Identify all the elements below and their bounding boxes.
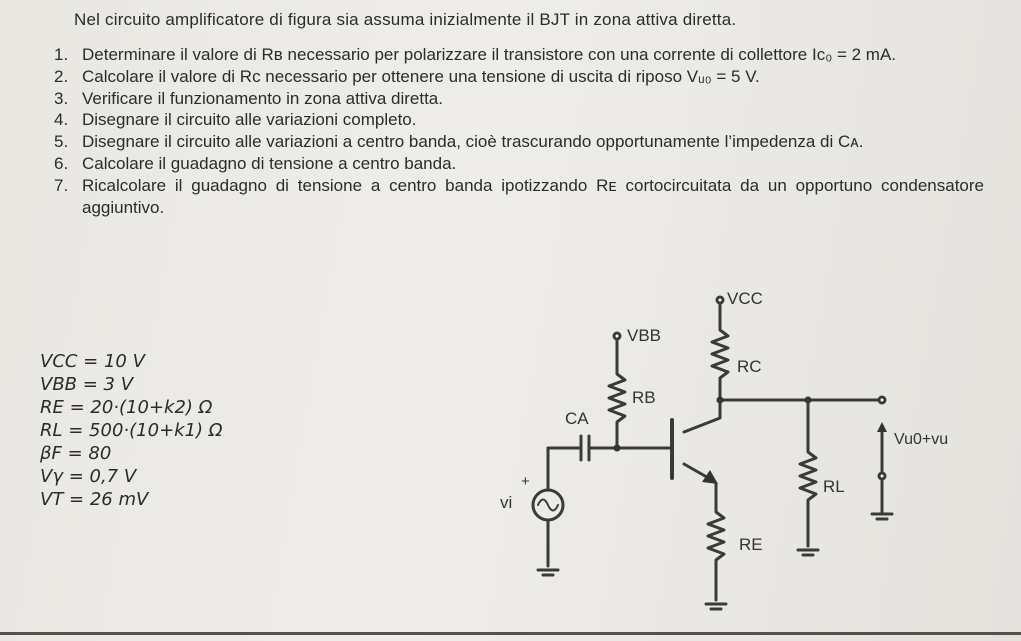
task-text: Disegnare il circuito alle variazioni completo. [82, 110, 417, 130]
rc-label: RC [737, 357, 762, 376]
param-re: RE = 20·(10+k2) Ω [40, 397, 213, 418]
task-number: 7. [54, 175, 69, 195]
task-text: Determinare il valore di Rʙ necessario per polarizzare il transistore con una corrente di collettore Iᴄ₀ = 2 mA. [82, 45, 897, 64]
source-ground [538, 570, 558, 575]
param-beta: βF = 80 [40, 443, 112, 464]
task-number: 4. [54, 110, 69, 130]
param-vt: VT = 26 mV [40, 489, 149, 510]
rc-resistor [712, 303, 728, 405]
vcc-label: VCC [727, 289, 763, 308]
rl-resistor [800, 400, 816, 546]
vout-label: Vu0+vu [894, 431, 949, 448]
task-item-2 [54, 66, 984, 88]
task-number: 6. [54, 153, 69, 173]
collector-wire [684, 400, 720, 432]
task-text: Calcolare il guadagno di tensione a centro banda. [82, 153, 457, 173]
vi-plus-label: + [521, 473, 530, 490]
problem-intro: Nel circuito amplificatore di figura sia assuma inizialmente il BJT in zona attiva diretta. [74, 10, 737, 29]
param-rl: RL = 500·(10+k1) Ω [40, 420, 223, 441]
vbb-label: VBB [627, 326, 662, 345]
task-item-4 [54, 109, 984, 131]
task-item-7 [54, 175, 984, 219]
circuit-diagram [440, 280, 980, 625]
task-number: 2. [54, 66, 69, 86]
page-bottom-edge [0, 632, 1021, 635]
task-item-1 [54, 44, 984, 66]
task-text: Calcolare il valore di Rᴄ necessario per ottenere una tensione di uscita di riposo Vᵤ₀ = 5 V. [82, 66, 760, 86]
sine-icon [538, 500, 558, 511]
task-item-5 [54, 131, 984, 153]
param-vbb: VBB = 3 V [40, 374, 134, 395]
ca-label: CA [565, 409, 589, 428]
parameter-list [40, 350, 223, 511]
rb-resistor [609, 339, 625, 448]
task-number: 1. [54, 45, 69, 64]
vi-label: vi [500, 493, 513, 512]
output-ground [872, 514, 892, 519]
task-text: Verificare il funzionamento in zona attiva diretta. [82, 88, 443, 108]
task-item-6 [54, 153, 984, 175]
output-terminal [879, 397, 885, 403]
rl-label: RL [823, 477, 845, 496]
re-label: RE [739, 535, 763, 554]
task-text: Disegnare il circuito alle variazioni a centro banda, cioè trascurando opportunamente l’impedenza di Cᴀ. [82, 132, 864, 152]
re-resistor [708, 484, 724, 600]
param-vcc: VCC = 10 V [40, 351, 145, 372]
task-list [54, 44, 984, 218]
rl-ground [798, 550, 818, 555]
vout-arrow-head [877, 422, 887, 432]
task-number: 5. [54, 132, 69, 152]
base-node [614, 445, 621, 452]
task-number: 3. [54, 88, 69, 108]
param-vgamma: Vγ = 0,7 V [40, 466, 137, 487]
task-text: Ricalcolare il guadagno di tensione a centro banda ipotizzando Rᴇ cortocircuitata da un opportuno condensatore aggiuntivo. [82, 175, 984, 217]
rb-label: RB [632, 388, 656, 407]
task-item-3 [54, 88, 984, 110]
